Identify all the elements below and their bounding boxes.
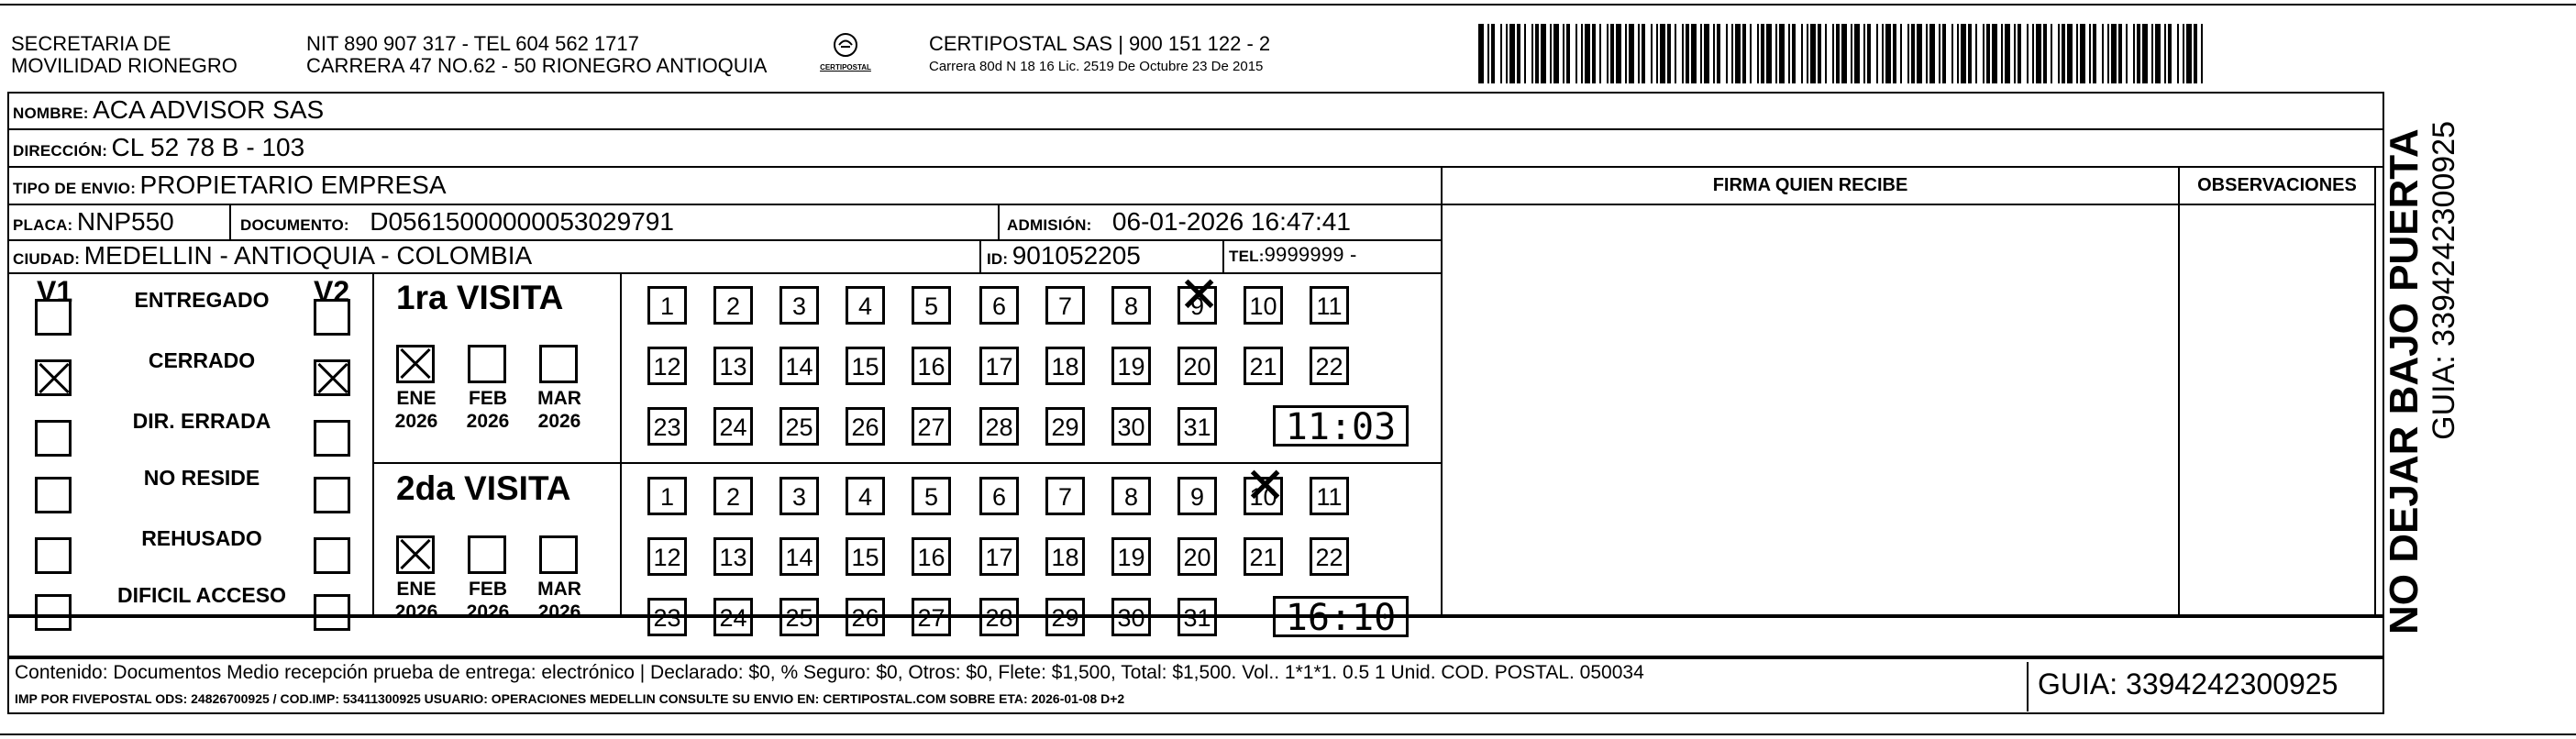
barcode-bar [2168, 24, 2172, 83]
barcode-bar [1585, 24, 1590, 83]
barcode-bar [1939, 24, 1940, 83]
month-year: 2026 [466, 601, 510, 623]
barcode-bar [1726, 24, 1728, 83]
barcode-bar [2194, 24, 2197, 83]
barcode-bar [1682, 24, 1684, 83]
barcode-bar [2076, 24, 2078, 83]
month-checkbox[interactable] [396, 345, 435, 383]
barcode-bar [1750, 24, 1752, 83]
day-box[interactable]: 2 [713, 286, 753, 325]
barcode-bar [2032, 24, 2034, 83]
time-box[interactable]: 16:10 [1273, 596, 1409, 637]
barcode-bar [2062, 24, 2065, 83]
barcode-bar [1517, 24, 1520, 83]
id-label: ID: [987, 250, 1009, 268]
day-box[interactable]: 12 [647, 347, 687, 385]
barcode-bar [1575, 24, 1577, 83]
barcode-bar [1541, 24, 1546, 83]
barcode-bar [1900, 24, 1902, 83]
barcode-bar [1487, 24, 1489, 83]
day-box[interactable]: 29 [1045, 407, 1085, 446]
barcode-bar [2137, 24, 2140, 83]
address-line: CARRERA 47 NO.62 - 50 RIONEGRO ANTIOQUIA [306, 54, 768, 77]
day-box[interactable]: 20 [1177, 537, 1217, 576]
month-year: 2026 [394, 411, 438, 432]
day-box[interactable]: 18 [1045, 347, 1085, 385]
day-box[interactable]: 21 [1244, 537, 1283, 576]
barcode-bar [1500, 24, 1502, 83]
barcode-bar [1607, 24, 1609, 83]
day-box[interactable]: 14 [779, 537, 819, 576]
id-cell [987, 241, 1141, 270]
company-line: CERTIPOSTAL SAS | 900 151 122 - 2 [929, 32, 1271, 55]
day-box[interactable]: 16 [912, 347, 951, 385]
visit-title: 2da VISITA [396, 469, 571, 507]
barcode-bar [1983, 24, 1985, 83]
barcode-bar [1942, 24, 1946, 83]
barcode-bar [1550, 24, 1552, 83]
day-box[interactable]: 31 [1177, 407, 1217, 446]
day-box[interactable]: 6 [979, 477, 1019, 515]
ciudad-label: CIUDAD: [13, 250, 81, 268]
barcode-bar [2027, 24, 2029, 83]
side-text [2383, 121, 2461, 634]
barcode-bar [1616, 24, 1621, 83]
day-box[interactable]: 7 [1045, 477, 1085, 515]
day-box[interactable]: 9 [1177, 477, 1217, 515]
barcode-bar [1867, 24, 1871, 83]
day-box[interactable]: 3 [779, 477, 819, 515]
barcode-bar [1553, 24, 1559, 83]
barcode-bar [1961, 24, 1966, 83]
month-year: 2026 [537, 601, 581, 623]
admision-cell [1007, 207, 1351, 237]
tipo-value: PROPIETARIO EMPRESA [139, 171, 447, 199]
barcode-bar [1731, 24, 1733, 83]
barcode-bar [1986, 24, 1990, 83]
day-box[interactable]: 27 [912, 598, 951, 636]
barcode-bar [2093, 24, 2096, 83]
v1-checkbox[interactable] [35, 594, 72, 631]
v2-checkbox[interactable] [314, 420, 350, 457]
day-box[interactable]: 18 [1045, 537, 1085, 576]
col-divider [620, 272, 622, 616]
barcode-bar [2067, 24, 2073, 83]
day-box[interactable]: 29 [1045, 598, 1085, 636]
day-box[interactable]: 22 [1310, 537, 1349, 576]
barcode-bar [1893, 24, 1896, 83]
barcode-bar [2043, 24, 2047, 83]
direccion-value: CL 52 78 B - 103 [111, 133, 305, 161]
barcode-bar [1885, 24, 1891, 83]
barcode-bar [1592, 24, 1596, 83]
status-label: ENTREGADO [134, 288, 270, 312]
barcode-bar [1704, 24, 1709, 83]
barcode-bar [1766, 24, 1772, 83]
v1-checkbox[interactable] [35, 537, 72, 574]
barcode [1478, 24, 2203, 83]
barcode-bar [1779, 24, 1785, 83]
day-box[interactable]: 21 [1244, 347, 1283, 385]
day-box[interactable]: 22 [1310, 347, 1349, 385]
month-name: ENE [396, 579, 437, 600]
sender-block [11, 33, 238, 77]
barcode-bar [1929, 24, 1935, 83]
id-value: 901052205 [1012, 241, 1141, 270]
documento-value: D05615000000053029791 [370, 207, 674, 236]
day-box[interactable]: 15 [846, 347, 885, 385]
month-name: MAR [537, 579, 581, 600]
month-year: 2026 [537, 411, 581, 432]
ciudad-cell [13, 241, 532, 270]
firma-header: FIRMA QUIEN RECIBE [1712, 175, 1908, 195]
barcode-bar [1717, 24, 1720, 83]
footer-line2: IMP POR FIVEPOSTAL ODS: 24826700925 / COD.IMP: 53411300925 USUARIO: OPERACIONES MEDELLIN CONSULTE SU ENVIO EN: CERTIPOSTAL.COM SOBRE ETA: 2026-01-08 D+2 [15, 691, 1125, 706]
barcode-bar [1975, 24, 1977, 83]
barcode-bar [1761, 24, 1764, 83]
row-divider [1441, 204, 2374, 205]
status-label: NO RESIDE [143, 466, 260, 490]
barcode-bar [1638, 24, 1640, 83]
status-label: DIFICIL ACCESO [116, 583, 286, 607]
barcode-bar [1700, 24, 1702, 83]
admision-label: ADMISIÓN: [1007, 216, 1092, 234]
month-checkbox[interactable] [468, 535, 506, 574]
barcode-bar [1810, 24, 1816, 83]
col-divider [2178, 166, 2180, 616]
barcode-bar [2142, 24, 2148, 83]
barcode-bar [1581, 24, 1583, 83]
barcode-bar [1524, 24, 1526, 83]
day-box[interactable]: 27 [912, 407, 951, 446]
direccion-label: DIRECCIÓN: [13, 142, 108, 160]
v2-checkbox[interactable] [314, 477, 350, 513]
day-box[interactable]: 7 [1045, 286, 1085, 325]
month-year: 2026 [394, 601, 438, 623]
barcode-bar [2005, 24, 2010, 83]
nombre-value: ACA ADVISOR SAS [93, 95, 325, 124]
day-box[interactable]: 17 [979, 537, 1019, 576]
barcode-bar [1832, 24, 1834, 83]
barcode-bar [1742, 24, 1746, 83]
barcode-bar [1854, 24, 1860, 83]
tel-cell [1229, 243, 1356, 267]
barcode-bar [1656, 24, 1658, 83]
barcode-bar [2036, 24, 2041, 83]
day-box[interactable]: 1 [647, 477, 687, 515]
logo-text: CERTIPOSTAL [820, 63, 871, 72]
day-box[interactable]: 30 [1111, 598, 1151, 636]
day-box[interactable]: 9 ✕ [1177, 286, 1217, 325]
bottom-rule [0, 733, 2576, 735]
sender-line1: SECRETARIA DE [11, 32, 171, 55]
certipostal-logo [809, 31, 882, 75]
barcode-bar [2058, 24, 2060, 83]
row-divider [7, 272, 1443, 274]
day-box[interactable]: 19 [1111, 347, 1151, 385]
barcode-bar [1863, 24, 1865, 83]
barcode-bar [2133, 24, 2135, 83]
v2-label: V2 [314, 275, 350, 308]
barcode-bar [2107, 24, 2109, 83]
day-box[interactable]: 25 [779, 407, 819, 446]
day-box[interactable]: 10 [1244, 286, 1283, 325]
v2-checkbox[interactable] [314, 594, 350, 631]
tipo-row [13, 171, 447, 200]
time-box[interactable]: 11:03 [1273, 405, 1409, 447]
barcode-bar [2080, 24, 2085, 83]
guia-box: GUIA: 3394242300925 [2038, 667, 2338, 700]
nit-block [306, 33, 767, 77]
barcode-bar [1907, 24, 1909, 83]
barcode-bar [1563, 24, 1564, 83]
barcode-bar [1642, 24, 1645, 83]
placa-label: PLACA: [13, 216, 73, 234]
status-label: CERRADO [148, 348, 256, 372]
barcode-bar [1686, 24, 1689, 83]
admision-value: 06-01-2026 16:47:41 [1111, 207, 1351, 236]
barcode-bar [1841, 24, 1847, 83]
cell-divider [229, 204, 231, 239]
row-divider [7, 166, 2384, 168]
day-box[interactable]: 25 [779, 598, 819, 636]
barcode-bar [1535, 24, 1539, 83]
day-box[interactable]: 4 [846, 477, 885, 515]
documento-cell [240, 207, 674, 237]
month-name: MAR [537, 388, 581, 409]
barcode-bar [1691, 24, 1697, 83]
month-year: 2026 [466, 411, 510, 432]
side-guia: GUIA: 3394242300925 [2427, 121, 2461, 440]
barcode-bar [2089, 24, 2091, 83]
day-box[interactable]: 5 [912, 286, 951, 325]
month-name: ENE [396, 388, 437, 409]
ciudad-value: MEDELLIN - ANTIOQUIA - COLOMBIA [83, 241, 533, 270]
day-box[interactable]: 26 [846, 598, 885, 636]
v1-checkbox[interactable] [35, 477, 72, 513]
barcode-bar [1951, 24, 1953, 83]
day-box[interactable]: 1 [647, 286, 687, 325]
month-checkbox[interactable] [468, 345, 506, 383]
day-box[interactable]: 14 [779, 347, 819, 385]
day-box[interactable]: 30 [1111, 407, 1151, 446]
visit-title: 1ra VISITA [396, 279, 564, 316]
barcode-bar [1992, 24, 1997, 83]
v2-checkbox[interactable] [314, 359, 350, 396]
barcode-bar [1876, 24, 1878, 83]
day-box[interactable]: 13 [713, 537, 753, 576]
month-checkbox[interactable] [539, 535, 578, 574]
barcode-bar [1506, 24, 1508, 83]
barcode-bar [1660, 24, 1665, 83]
company-sub: Carrera 80d N 18 16 Lic. 2519 De Octubre 23 De 2015 [929, 59, 1264, 74]
col-divider [2374, 166, 2376, 616]
observaciones-header: OBSERVACIONES [2197, 175, 2357, 195]
v1-label: V1 [37, 275, 73, 308]
day-box[interactable]: 16 [912, 537, 951, 576]
tel-value: 9999999 - [1264, 243, 1357, 266]
barcode-bar [2164, 24, 2166, 83]
day-box[interactable]: 8 [1111, 477, 1151, 515]
day-box[interactable]: 20 [1177, 347, 1217, 385]
day-box[interactable]: 5 [912, 477, 951, 515]
day-box[interactable]: 8 [1111, 286, 1151, 325]
barcode-bar [1478, 24, 1484, 83]
day-box[interactable]: 6 [979, 286, 1019, 325]
top-rule [0, 4, 2576, 6]
month-name: FEB [469, 388, 507, 409]
day-box[interactable]: 10 ✕ [1244, 477, 1283, 515]
nombre-row [13, 95, 324, 125]
company-block [929, 33, 1270, 75]
day-box[interactable]: 28 [979, 598, 1019, 636]
placa-cell [13, 207, 174, 237]
day-box[interactable]: 26 [846, 407, 885, 446]
barcode-bar [2018, 24, 2021, 83]
barcode-bar [2126, 24, 2128, 83]
row-divider [7, 128, 2384, 130]
barcode-bar [1629, 24, 1634, 83]
barcode-bar [1807, 24, 1808, 83]
barcode-bar [1651, 24, 1653, 83]
day-box[interactable]: 23 [647, 407, 687, 446]
barcode-bar [1675, 24, 1676, 83]
status-label: REHUSADO [141, 526, 262, 550]
nombre-label: NOMBRE: [13, 105, 89, 122]
v1-checkbox[interactable] [35, 420, 72, 457]
v1-checkbox[interactable] [35, 359, 72, 396]
barcode-bar [1836, 24, 1840, 83]
barcode-bar [2151, 24, 2153, 83]
barcode-bar [1818, 24, 1821, 83]
day-box[interactable]: 28 [979, 407, 1019, 446]
day-box[interactable]: 12 [647, 537, 687, 576]
v2-checkbox[interactable] [314, 537, 350, 574]
documento-label: DOCUMENTO: [240, 216, 349, 234]
barcode-bar [1911, 24, 1915, 83]
barcode-bar [1926, 24, 1928, 83]
day-box[interactable]: 19 [1111, 537, 1151, 576]
barcode-bar [2001, 24, 2003, 83]
status-label: DIR. ERRADA [132, 409, 271, 433]
day-box[interactable]: 11 [1310, 286, 1349, 325]
barcode-bar [1610, 24, 1614, 83]
barcode-bar [2201, 24, 2203, 83]
barcode-bar [1775, 24, 1777, 83]
barcode-bar [1917, 24, 1922, 83]
placa-value: NNP550 [76, 207, 174, 236]
barcode-bar [2186, 24, 2192, 83]
barcode-bar [1801, 24, 1803, 83]
day-box[interactable]: 4 [846, 286, 885, 325]
barcode-bar [1882, 24, 1884, 83]
day-box[interactable]: 11 [1310, 477, 1349, 515]
month-name: FEB [469, 579, 507, 600]
barcode-bar [1491, 24, 1495, 83]
tel-label: TEL: [1229, 248, 1265, 265]
barcode-bar [1788, 24, 1790, 83]
sender-line2: MOVILIDAD RIONEGRO [11, 54, 238, 77]
barcode-bar [1599, 24, 1601, 83]
cell-divider [979, 239, 981, 272]
month-checkbox[interactable] [539, 345, 578, 383]
barcode-bar [1825, 24, 1827, 83]
cell-divider [1222, 239, 1224, 272]
day-box[interactable]: 17 [979, 347, 1019, 385]
barcode-bar [2111, 24, 2117, 83]
day-box[interactable]: 2 [713, 477, 753, 515]
day-box[interactable]: 24 [713, 598, 753, 636]
barcode-bar [1735, 24, 1741, 83]
barcode-bar [1957, 24, 1959, 83]
barcode-bar [1968, 24, 1972, 83]
barcode-bar [2155, 24, 2161, 83]
day-box[interactable]: 31 [1177, 598, 1217, 636]
col-divider [372, 272, 374, 616]
side-warning: NO DEJAR BAJO PUERTA [2382, 128, 2427, 634]
v2-checkbox[interactable] [314, 299, 350, 336]
col-divider [1441, 166, 1443, 616]
barcode-bar [1531, 24, 1533, 83]
barcode-bar [1792, 24, 1796, 83]
tipo-label: TIPO DE ENVIO: [13, 180, 137, 197]
direccion-row [13, 133, 304, 162]
footer-line1: Contenido: Documentos Medio recepción prueba de entrega: electrónico | Declarado: $0, % Seguro: $0, Otros: $0, Flete: $1,500, Total: $1,500. Vol.. 1*1*1. 0.5 1 Unid. COD. POSTAL. 050034 [15, 662, 1644, 683]
day-box[interactable]: 23 [647, 598, 687, 636]
barcode-bar [2014, 24, 2016, 83]
day-box[interactable]: 24 [713, 407, 753, 446]
barcode-bar [1509, 24, 1515, 83]
v1-checkbox[interactable] [35, 299, 72, 336]
day-box[interactable]: 15 [846, 537, 885, 576]
barcode-bar [1757, 24, 1759, 83]
barcode-bar [2102, 24, 2104, 83]
barcode-bar [1713, 24, 1715, 83]
barcode-bar [2118, 24, 2122, 83]
barcode-bar [2177, 24, 2179, 83]
barcode-bar [2183, 24, 2184, 83]
nit-line: NIT 890 907 317 - TEL 604 562 1717 [306, 32, 639, 55]
row-divider [7, 204, 1443, 205]
month-checkbox[interactable] [396, 535, 435, 574]
barcode-bar [2051, 24, 2052, 83]
cell-divider [998, 204, 1000, 239]
day-box[interactable]: 3 [779, 286, 819, 325]
barcode-bar [1667, 24, 1671, 83]
barcode-bar [1851, 24, 1852, 83]
barcode-bar [1625, 24, 1627, 83]
barcode-bar [1566, 24, 1570, 83]
day-box[interactable]: 13 [713, 347, 753, 385]
